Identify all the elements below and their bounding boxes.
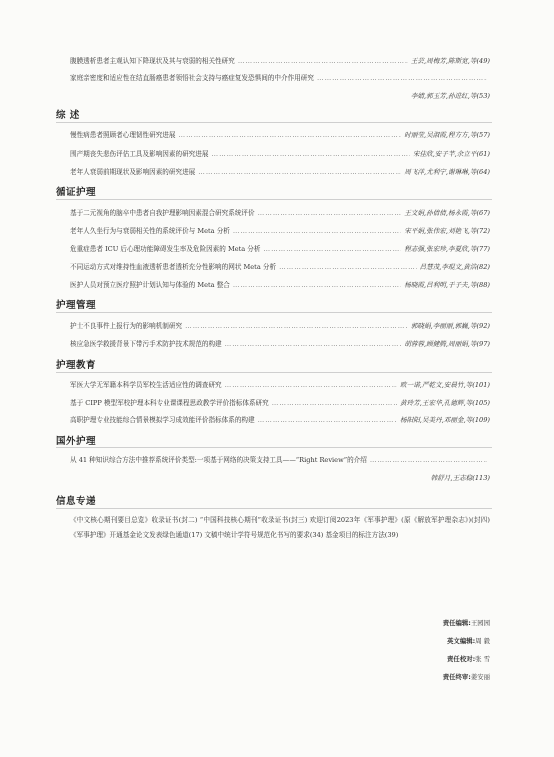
section-heading-review: 综 述 [56,110,80,121]
staff-credit [443,618,490,627]
entry-title: 危重症患者 ICU 后心理功能障碍发生率及危险因素的 Meta 分析 [70,245,261,253]
leader-dots [258,416,397,424]
toc-entry[interactable] [70,207,490,219]
toc-entry[interactable] [70,397,490,409]
section-heading-nursing-management: 护理管理 [56,300,97,311]
leader-dots [70,90,408,102]
section-heading-foreign-nursing: 国外护理 [56,436,97,447]
entry-authors: 胡蓉蓉,顾健腾,周丽娟,等(97) [404,340,490,348]
entry-title: 老年人衰弱前期现状及影响因素的研究进展 [70,168,196,176]
leader-dots [370,456,487,464]
section-heading-nursing-education: 护理教育 [56,360,97,371]
staff-credit [443,672,490,681]
entry-authors: 王文娟,孙倩倩,杨永霞,等(67) [404,209,490,217]
section-rule [56,199,492,200]
leader-dots [317,74,487,82]
entry-authors: 欧一诺,严乾文,安晨竹,等(101) [400,381,490,389]
leader-dots [225,381,397,389]
section-heading-evidence-based-nursing: 循证护理 [56,187,97,198]
entry-authors: 吕慧茂,李琨文,黄浩(82) [419,263,490,271]
staff-name: 周 毅 [475,637,490,645]
leader-dots [272,399,397,407]
section-rule [56,312,492,313]
entry-title: 医护人员对预立医疗照护计划认知与体验的 Meta 整合 [70,281,230,289]
staff-name: 姜安丽 [470,673,490,681]
leader-dots [233,227,401,235]
section-rule [56,508,492,509]
leader-dots [198,168,401,176]
toc-entry[interactable] [70,129,490,141]
leader-dots [211,150,409,158]
entry-continuation [70,472,490,484]
staff-label: 英文编辑: [447,637,476,645]
entry-authors: 杨阳阳,吴美丹,邓丽金,等(109) [400,416,490,424]
toc-entry[interactable] [70,414,490,426]
leader-dots [238,57,408,65]
toc-entry[interactable] [70,279,490,291]
entry-authors: 郭晓娟,李丽丽,郭巍,等(92) [410,322,490,330]
entry-title: 军医大学无军籍本科学员军校生活适应性的调查研究 [70,381,222,389]
entry-authors: 黄玲芳,王宏华,孔德辉,等(105) [400,399,490,407]
staff-label: 责任编辑: [442,619,471,627]
entry-title: 基于 CIPP 模型军校护理本科专业课课程思政教学评价指标体系研究 [70,399,269,407]
entry-title: 基于二元视角的脑卒中患者自我护理影响因素混合研究系统评价 [70,209,255,217]
entry-title: 护士不良事件上报行为的影响机制研究 [70,322,183,330]
entry-title: 家庭亲密度和适应性在结直肠癌患者领悟社会支持与癌症复发恐惧间的中介作用研究 [70,74,314,82]
entry-authors: 王芸,周梅芳,陈斯宽,等(49) [410,57,490,65]
entry-authors: 宋佳欣,安子芊,余立平(61) [412,150,490,158]
entry-authors: 杨晓霞,吕利明,于子夫,等(88) [404,281,490,289]
entry-authors: 韩舒月,王志稳(113) [430,474,490,482]
staff-credit [447,654,490,663]
leader-dots [179,131,402,139]
toc-entry[interactable] [70,261,490,273]
toc-entry[interactable] [70,379,490,391]
entry-title: 慢性病患者照顾者心理韧性研究进展 [70,131,176,139]
entry-authors: 程志强,张宏珍,李夏欣,等(77) [404,245,490,253]
leader-dots [185,322,408,330]
leader-dots [258,209,402,217]
toc-entry[interactable] [70,243,490,255]
entry-title: 高职护理专业技能综合情景模拟学习成效能评价指标体系的构建 [70,416,255,424]
entry-authors: 时丽莹,吴淑霞,程方方,等(57) [404,131,490,139]
section-heading-information: 信息专递 [56,496,97,507]
entry-title: 老年人久坐行为与衰弱相关性的系统评价与 Meta 分析 [70,227,230,235]
section-rule [56,372,492,373]
staff-credit [447,636,490,645]
entry-title: 从 41 种知识综合方法中推荐系统评价类型:一项基于网络的决策支持工具——“Right Review”的介绍 [70,456,367,464]
toc-entry[interactable] [70,338,490,350]
toc-entry[interactable] [70,225,490,237]
toc-entry[interactable] [70,148,490,160]
entry-title: 腹膜透析患者主观认知下降现状及其与衰弱的相关性研究 [70,57,235,65]
entry-authors: 李婧,郭玉芳,孙进红,等(53) [410,92,490,100]
section-rule [56,122,492,123]
section-rule [56,447,492,448]
entry-title: 不同运动方式对维持性血液透析患者透析充分性影响的网状 Meta 分析 [70,263,277,271]
leader-dots [225,340,402,348]
leader-dots [279,263,416,271]
toc-entry[interactable] [70,72,490,84]
entry-continuation [70,90,490,102]
entry-authors: 宋平娟,张伟宏,刘艳飞,等(72) [404,227,490,235]
staff-label: 责任终审: [442,673,471,681]
staff-name: 王园园 [470,619,490,627]
toc-entry[interactable] [70,454,490,466]
toc-entry[interactable] [70,320,490,332]
leader-dots [233,281,401,289]
entry-title: 核应急医学救援背景下带污手术防护技术规范的构建 [70,340,222,348]
leader-dots [263,245,401,253]
staff-label: 责任校对: [447,655,476,663]
toc-entry[interactable] [70,166,490,178]
staff-name: 张 雪 [475,655,490,663]
leader-dots [70,472,428,484]
toc-entry[interactable] [70,55,490,67]
entry-authors: 周飞洋,尤利宁,谢琳琳,等(64) [404,168,490,176]
entry-title: 围产期丧失悲伤评估工具及影响因素的研究进展 [70,150,209,158]
info-paragraph: 《中文核心期刊要目总览》收录证书(封二) “中国科技核心期刊”收录证书(封三) 欢迎订阅2023年《军事护理》(原《解放军护理杂志》)(封四) 《军事护理》开通基金论文发表绿色通道(17) 文稿中统计学符号规范化书写的要求(34) 基金项目的标注方法(39) [70,516,490,539]
